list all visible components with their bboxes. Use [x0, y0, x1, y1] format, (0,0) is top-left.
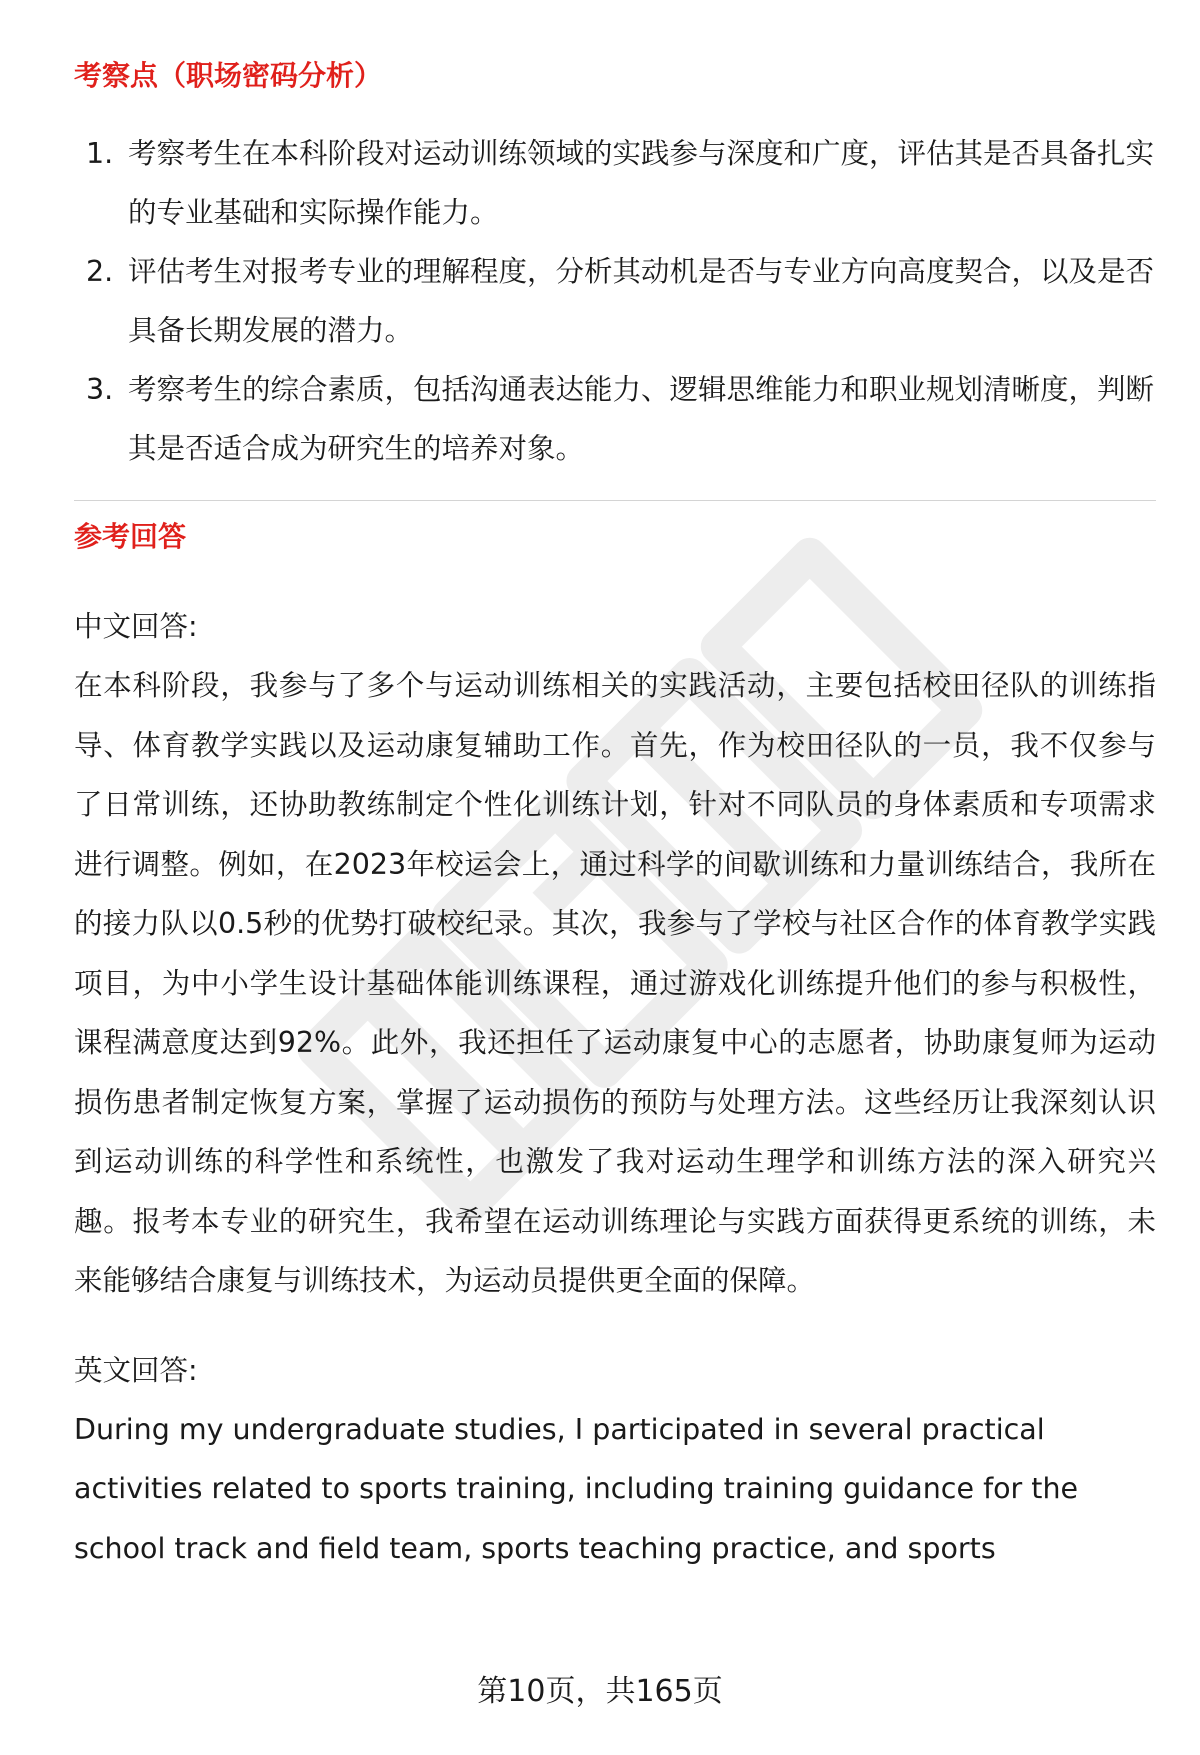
point-number: 3.: [86, 373, 114, 406]
section-divider: [74, 500, 1156, 501]
point-text: 考察考生在本科阶段对运动训练领域的实践参与深度和广度，评估其是否具备扎实的专业基础和实际操作能力。: [128, 137, 1155, 229]
chinese-answer-label: 中文回答:: [74, 610, 198, 643]
document-page: [74, 56, 1156, 1578]
chinese-answer-text: 在本科阶段，我参与了多个与运动训练相关的实践活动，主要包括校田径队的训练指导、体育教学实践以及运动康复辅助工作。首先，作为校田径队的一员，我不仅参与了日常训练，还协助教练制定个性化训练计划，针对不同队员的身体素质和专项需求进行调整。例如，在2023年校运会上，通过科学的间歇训练和力量训练结合，我所在的接力队以0.5秒的优势打破校纪录。其次，我参与了学校与社区合作的体育教学实践项目，为中小学生设计基础体能训练课程，通过游戏化训练提升他们的参与积极性，课程满意度达到92%。此外，我还担任了运动康复中心的志愿者，协助康复师为运动损伤患者制定恢复方案，掌握了运动损伤的预防与处理方法。这些经历让我深刻认识到运动训练的科学性和系统性，也激发了我对运动生理学和训练方法的深入研究兴趣。报考本专业的研究生，我希望在运动训练理论与实践方面获得更系统的训练，未来能够结合康复与训练技术，为运动员提供更全面的保障。: [74, 669, 1156, 1297]
assessment-point-2: [74, 242, 1156, 360]
english-answer-text: During my undergraduate studies, I participated in several practical activities related to sports training, including training guidance for the school track and field team, sports teaching practice, and sports: [74, 1412, 1079, 1565]
point-number: 2.: [86, 255, 114, 288]
section-title-reference-answer: 参考回答: [74, 520, 187, 553]
point-text: 评估考生对报考专业的理解程度，分析其动机是否与专业方向高度契合，以及是否具备长期发展的潜力。: [128, 255, 1155, 347]
assessment-point-3: [74, 360, 1156, 478]
section-title-assessment: 考察点（职场密码分析）: [74, 59, 383, 92]
english-answer-label: 英文回答:: [74, 1353, 198, 1387]
assessment-point-list: [74, 124, 1156, 478]
point-number: 1.: [86, 137, 114, 170]
assessment-point-1: [74, 124, 1156, 242]
point-text: 考察考生的综合素质，包括沟通表达能力、逻辑思维能力和职业规划清晰度，判断其是否适合成为研究生的培养对象。: [128, 373, 1155, 465]
page-footer: 第10页，共165页: [477, 1674, 723, 1709]
